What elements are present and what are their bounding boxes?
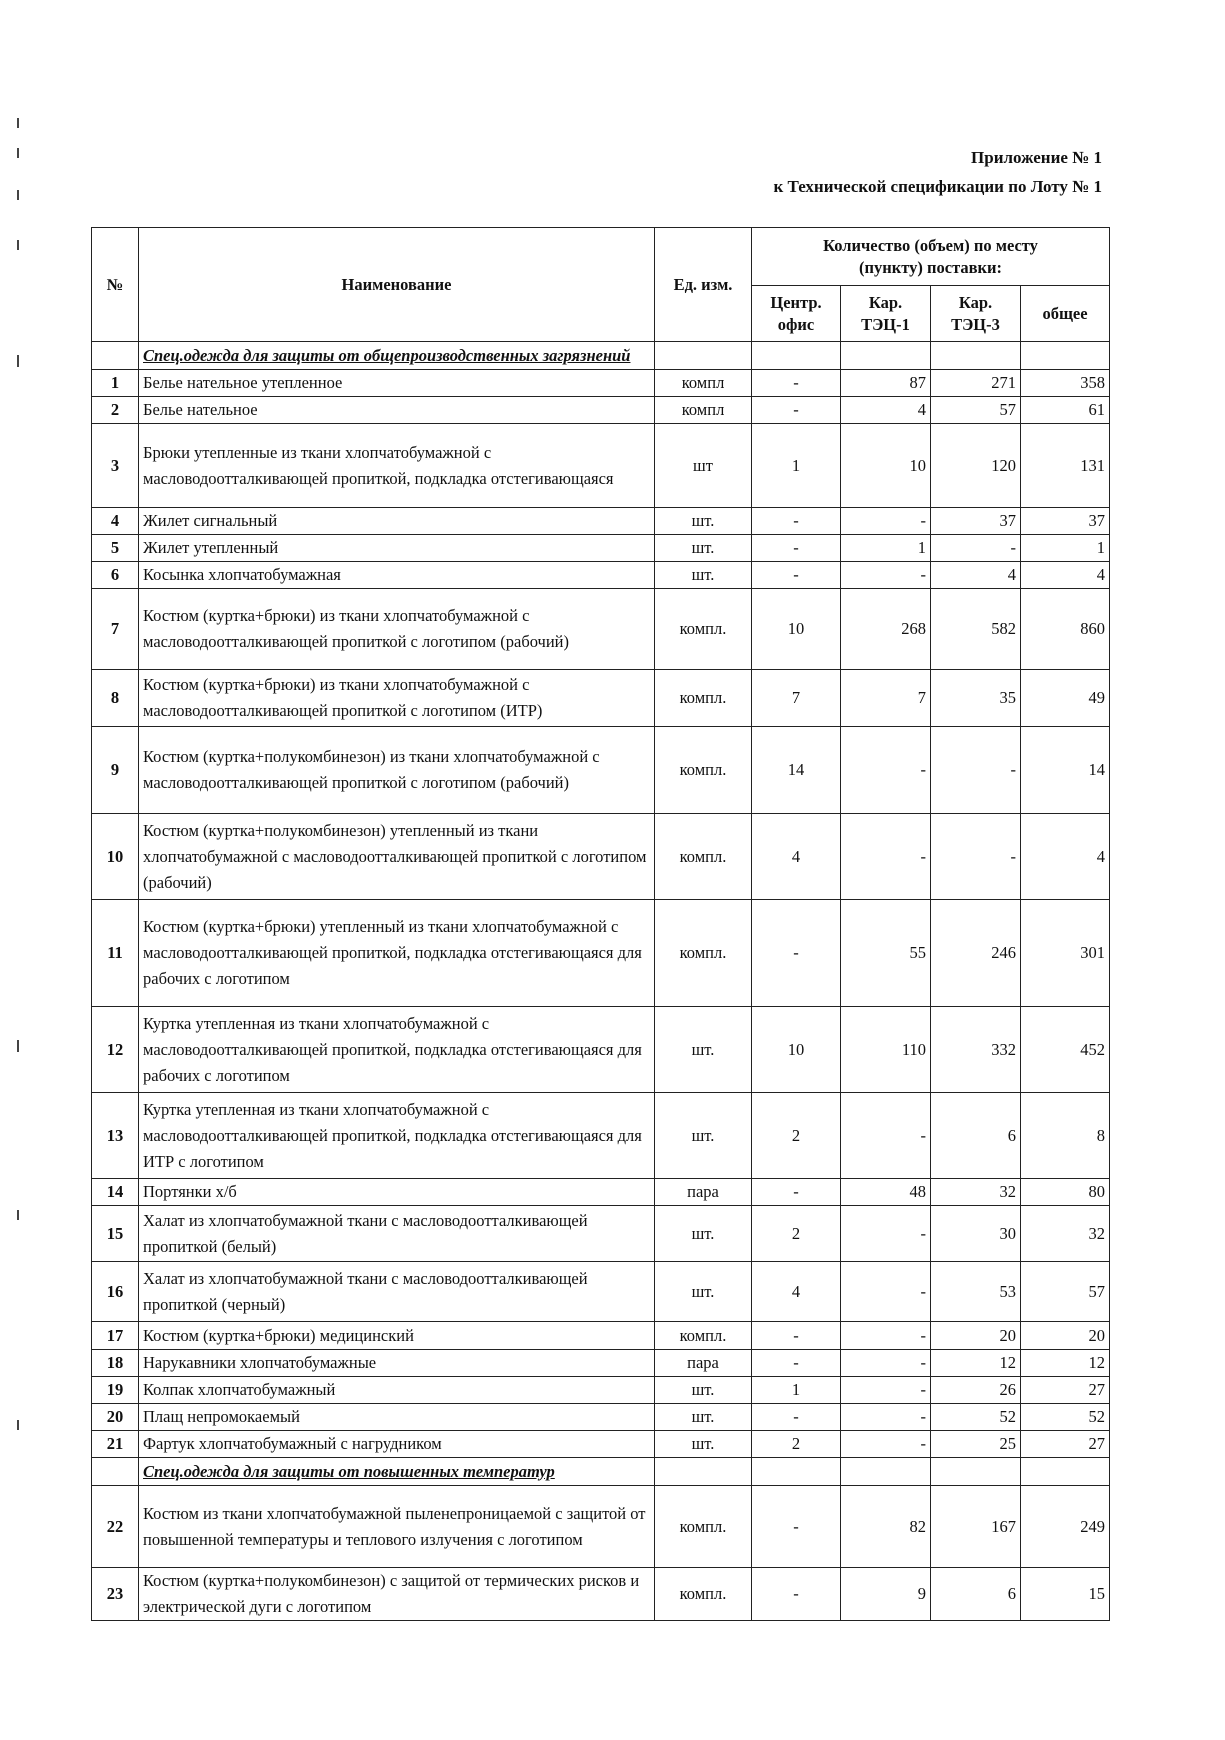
row-number: 17 [92, 1322, 139, 1350]
item-name: Костюм (куртка+брюки) утепленный из ткани хлопчатобумажной с масловодоотталкивающей пропиткой, подкладка отстегивающаяся для рабочих с логотипом [139, 900, 655, 1007]
item-name: Белье нательное утепленное [139, 370, 655, 397]
row-number: 21 [92, 1431, 139, 1458]
qty-total: 20 [1021, 1322, 1110, 1350]
table-row [92, 727, 1110, 814]
item-unit: компл. [655, 814, 752, 900]
qty-tec1: 10 [841, 424, 931, 508]
qty-central-office: - [752, 397, 841, 424]
qty-total: 61 [1021, 397, 1110, 424]
qty-tec1: - [841, 1262, 931, 1322]
qty-tec1: - [841, 1093, 931, 1179]
qty-tec1: 82 [841, 1486, 931, 1568]
item-name: Халат из хлопчатобумажной ткани с масловодоотталкивающей пропиткой (белый) [139, 1206, 655, 1262]
table-row [92, 397, 1110, 424]
qty-tec1: 1 [841, 535, 931, 562]
item-name: Костюм (куртка+полукомбинезон) утепленный из ткани хлопчатобумажной с масловодоотталкивающей пропиткой с логотипом (рабочий) [139, 814, 655, 900]
table-row [92, 1350, 1110, 1377]
qty-tec3: 6 [931, 1093, 1021, 1179]
item-name: Костюм (куртка+полукомбинезон) из ткани хлопчатобумажной с масловодоотталкивающей пропиткой с логотипом (рабочий) [139, 727, 655, 814]
item-name: Жилет утепленный [139, 535, 655, 562]
qty-tec3: 20 [931, 1322, 1021, 1350]
qty-total: 12 [1021, 1350, 1110, 1377]
qty-tec3: 30 [931, 1206, 1021, 1262]
qty-total: 27 [1021, 1431, 1110, 1458]
item-unit: шт. [655, 1404, 752, 1431]
section-row [92, 1458, 1110, 1486]
qty-tec3: 52 [931, 1404, 1021, 1431]
document-header [773, 143, 1102, 201]
qty-total: 4 [1021, 814, 1110, 900]
item-unit: шт. [655, 562, 752, 589]
qty-total: 452 [1021, 1007, 1110, 1093]
qty-tec3: 35 [931, 670, 1021, 727]
qty-tec1: - [841, 1350, 931, 1377]
item-name: Куртка утепленная из ткани хлопчатобумажной с масловодоотталкивающей пропиткой, подкладка отстегивающаяся для ИТР с логотипом [139, 1093, 655, 1179]
qty-tec3: 332 [931, 1007, 1021, 1093]
qty-total: 14 [1021, 727, 1110, 814]
qty-tec3: - [931, 535, 1021, 562]
column-header-name: Наименование [139, 228, 655, 342]
section-empty-cell [1021, 342, 1110, 370]
qty-total: 1 [1021, 535, 1110, 562]
row-number: 15 [92, 1206, 139, 1262]
item-unit: пара [655, 1179, 752, 1206]
item-unit: шт. [655, 1431, 752, 1458]
qty-tec1: 87 [841, 370, 931, 397]
table-row [92, 370, 1110, 397]
qty-central-office: - [752, 1322, 841, 1350]
row-number: 19 [92, 1377, 139, 1404]
row-number: 12 [92, 1007, 139, 1093]
qty-central-office: - [752, 370, 841, 397]
item-unit: шт. [655, 1262, 752, 1322]
qty-tec3: 6 [931, 1568, 1021, 1621]
item-unit: компл. [655, 1486, 752, 1568]
section-number-cell [92, 1458, 139, 1486]
item-name: Косынка хлопчатобумажная [139, 562, 655, 589]
row-number: 14 [92, 1179, 139, 1206]
column-header-tec3: Кар. ТЭЦ-3 [931, 286, 1021, 342]
table-row [92, 1568, 1110, 1621]
table-row [92, 1179, 1110, 1206]
section-empty-cell [655, 342, 752, 370]
qty-central-office: 1 [752, 424, 841, 508]
row-number: 11 [92, 900, 139, 1007]
item-name: Портянки х/б [139, 1179, 655, 1206]
qty-tec1: - [841, 508, 931, 535]
table-body [92, 342, 1110, 1621]
scan-mark [17, 1210, 19, 1220]
qty-total: 52 [1021, 1404, 1110, 1431]
qty-tec3: 25 [931, 1431, 1021, 1458]
qty-total: 49 [1021, 670, 1110, 727]
item-name: Куртка утепленная из ткани хлопчатобумажной с масловодоотталкивающей пропиткой, подкладка отстегивающаяся для рабочих с логотипом [139, 1007, 655, 1093]
item-name: Жилет сигнальный [139, 508, 655, 535]
section-empty-cell [931, 342, 1021, 370]
item-unit: компл [655, 397, 752, 424]
item-name: Халат из хлопчатобумажной ткани с масловодоотталкивающей пропиткой (черный) [139, 1262, 655, 1322]
scan-mark [17, 1040, 19, 1052]
row-number: 22 [92, 1486, 139, 1568]
row-number: 5 [92, 535, 139, 562]
qty-central-office: - [752, 562, 841, 589]
item-unit: компл. [655, 900, 752, 1007]
item-unit: пара [655, 1350, 752, 1377]
item-unit: компл. [655, 1568, 752, 1621]
qty-tec1: 9 [841, 1568, 931, 1621]
qty-tec1: 4 [841, 397, 931, 424]
qty-tec1: - [841, 1431, 931, 1458]
section-empty-cell [931, 1458, 1021, 1486]
qty-total: 57 [1021, 1262, 1110, 1322]
qty-central-office: - [752, 1568, 841, 1621]
table-header [92, 228, 1110, 342]
qty-tec3: 32 [931, 1179, 1021, 1206]
row-number: 3 [92, 424, 139, 508]
scan-mark [17, 118, 19, 128]
qty-central-office: 1 [752, 1377, 841, 1404]
table-row [92, 589, 1110, 670]
qty-tec1: - [841, 1377, 931, 1404]
item-unit: компл [655, 370, 752, 397]
qty-tec3: 271 [931, 370, 1021, 397]
qty-total: 32 [1021, 1206, 1110, 1262]
qty-central-office: 4 [752, 814, 841, 900]
column-header-quantity-group: Количество (объем) по месту (пункту) поставки: [752, 228, 1110, 286]
qty-total: 80 [1021, 1179, 1110, 1206]
section-number-cell [92, 342, 139, 370]
appendix-title: Приложение № 1 [971, 148, 1102, 167]
section-empty-cell [752, 1458, 841, 1486]
qty-tec3: 4 [931, 562, 1021, 589]
scan-mark [17, 190, 19, 200]
row-number: 13 [92, 1093, 139, 1179]
item-name: Фартук хлопчатобумажный с нагрудником [139, 1431, 655, 1458]
item-unit: компл. [655, 670, 752, 727]
qty-tec3: 246 [931, 900, 1021, 1007]
table-row [92, 1206, 1110, 1262]
column-header-unit: Ед. изм. [655, 228, 752, 342]
qty-tec1: - [841, 1206, 931, 1262]
table-row [92, 562, 1110, 589]
qty-tec3: 120 [931, 424, 1021, 508]
table-row [92, 814, 1110, 900]
qty-total: 8 [1021, 1093, 1110, 1179]
table-row [92, 1093, 1110, 1179]
table-row [92, 1486, 1110, 1568]
scan-mark [17, 240, 19, 250]
qty-tec1: - [841, 1404, 931, 1431]
qty-total: 15 [1021, 1568, 1110, 1621]
item-unit: шт. [655, 1206, 752, 1262]
scan-mark [17, 1420, 19, 1430]
table-row [92, 1007, 1110, 1093]
qty-tec1: 7 [841, 670, 931, 727]
section-title: Спец.одежда для защиты от общепроизводственных загрязнений [139, 342, 655, 370]
row-number: 18 [92, 1350, 139, 1377]
qty-total: 860 [1021, 589, 1110, 670]
qty-central-office: - [752, 508, 841, 535]
scan-mark [17, 148, 19, 158]
row-number: 2 [92, 397, 139, 424]
item-name: Костюм из ткани хлопчатобумажной пыленепроницаемой с защитой от повышенной температуры и теплового излучения с логотипом [139, 1486, 655, 1568]
qty-total: 27 [1021, 1377, 1110, 1404]
qty-central-office: - [752, 1179, 841, 1206]
specification-table [91, 227, 1110, 1621]
section-empty-cell [841, 1458, 931, 1486]
row-number: 8 [92, 670, 139, 727]
item-name: Плащ непромокаемый [139, 1404, 655, 1431]
qty-tec1: - [841, 814, 931, 900]
table-row [92, 1431, 1110, 1458]
qty-tec1: - [841, 1322, 931, 1350]
item-unit: шт. [655, 1093, 752, 1179]
qty-central-office: 14 [752, 727, 841, 814]
section-title: Спец.одежда для защиты от повышенных температур [139, 1458, 655, 1486]
item-unit: шт. [655, 1007, 752, 1093]
item-name: Костюм (куртка+брюки) из ткани хлопчатобумажной с масловодоотталкивающей пропиткой с логотипом (рабочий) [139, 589, 655, 670]
qty-central-office: 10 [752, 1007, 841, 1093]
scan-mark [17, 355, 19, 367]
qty-total: 249 [1021, 1486, 1110, 1568]
table-row [92, 1262, 1110, 1322]
qty-central-office: - [752, 900, 841, 1007]
item-unit: компл. [655, 727, 752, 814]
table-row [92, 1377, 1110, 1404]
qty-central-office: 2 [752, 1093, 841, 1179]
table-row [92, 1404, 1110, 1431]
item-unit: шт. [655, 1377, 752, 1404]
column-header-tec1: Кар. ТЭЦ-1 [841, 286, 931, 342]
qty-tec1: - [841, 727, 931, 814]
item-name: Костюм (куртка+брюки) медицинский [139, 1322, 655, 1350]
column-header-total: общее [1021, 286, 1110, 342]
qty-central-office: 7 [752, 670, 841, 727]
item-name: Брюки утепленные из ткани хлопчатобумажной с масловодоотталкивающей пропиткой, подкладка отстегивающаяся [139, 424, 655, 508]
section-row [92, 342, 1110, 370]
item-name: Колпак хлопчатобумажный [139, 1377, 655, 1404]
item-unit: компл. [655, 1322, 752, 1350]
qty-tec3: - [931, 814, 1021, 900]
qty-tec3: 37 [931, 508, 1021, 535]
item-unit: шт. [655, 535, 752, 562]
qty-central-office: 2 [752, 1206, 841, 1262]
section-empty-cell [841, 342, 931, 370]
row-number: 9 [92, 727, 139, 814]
qty-tec1: 268 [841, 589, 931, 670]
qty-total: 37 [1021, 508, 1110, 535]
qty-central-office: 4 [752, 1262, 841, 1322]
item-unit: шт [655, 424, 752, 508]
qty-total: 301 [1021, 900, 1110, 1007]
row-number: 6 [92, 562, 139, 589]
table-row [92, 1322, 1110, 1350]
qty-tec3: - [931, 727, 1021, 814]
item-name: Костюм (куртка+полукомбинезон) с защитой от термических рисков и электрической дуги с логотипом [139, 1568, 655, 1621]
row-number: 23 [92, 1568, 139, 1621]
qty-central-office: - [752, 1350, 841, 1377]
column-header-number: № [92, 228, 139, 342]
table-row [92, 535, 1110, 562]
table-row [92, 670, 1110, 727]
qty-tec3: 57 [931, 397, 1021, 424]
section-empty-cell [1021, 1458, 1110, 1486]
row-number: 16 [92, 1262, 139, 1322]
section-empty-cell [655, 1458, 752, 1486]
qty-tec1: - [841, 562, 931, 589]
row-number: 20 [92, 1404, 139, 1431]
item-name: Костюм (куртка+брюки) из ткани хлопчатобумажной с масловодоотталкивающей пропиткой с логотипом (ИТР) [139, 670, 655, 727]
row-number: 7 [92, 589, 139, 670]
qty-central-office: 2 [752, 1431, 841, 1458]
item-name: Нарукавники хлопчатобумажные [139, 1350, 655, 1377]
qty-tec3: 12 [931, 1350, 1021, 1377]
qty-tec1: 55 [841, 900, 931, 1007]
appendix-subtitle: к Технической спецификации по Лоту № 1 [773, 177, 1102, 196]
row-number: 1 [92, 370, 139, 397]
qty-total: 131 [1021, 424, 1110, 508]
qty-total: 4 [1021, 562, 1110, 589]
table-row [92, 900, 1110, 1007]
qty-central-office: - [752, 1486, 841, 1568]
qty-tec1: 48 [841, 1179, 931, 1206]
qty-central-office: 10 [752, 589, 841, 670]
qty-tec3: 53 [931, 1262, 1021, 1322]
table-row [92, 508, 1110, 535]
row-number: 4 [92, 508, 139, 535]
qty-tec3: 167 [931, 1486, 1021, 1568]
item-unit: компл. [655, 589, 752, 670]
item-name: Белье нательное [139, 397, 655, 424]
qty-central-office: - [752, 535, 841, 562]
qty-central-office: - [752, 1404, 841, 1431]
item-unit: шт. [655, 508, 752, 535]
qty-tec3: 26 [931, 1377, 1021, 1404]
row-number: 10 [92, 814, 139, 900]
qty-tec1: 110 [841, 1007, 931, 1093]
section-empty-cell [752, 342, 841, 370]
qty-total: 358 [1021, 370, 1110, 397]
column-header-central-office: Центр. офис [752, 286, 841, 342]
table-row [92, 424, 1110, 508]
qty-tec3: 582 [931, 589, 1021, 670]
